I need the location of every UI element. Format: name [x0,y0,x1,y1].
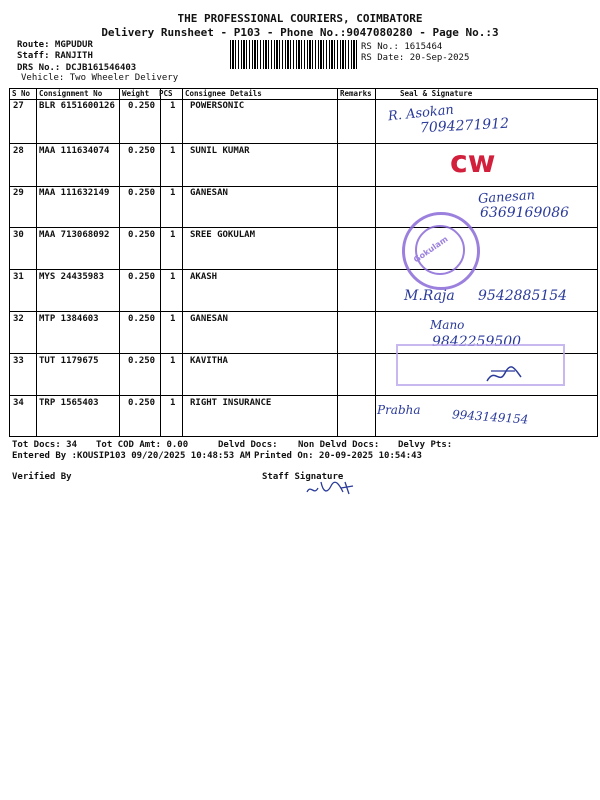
row-sno: 30 [13,230,24,240]
row-consignee: SUNIL KUMAR [190,146,250,156]
row-consignee: GANESAN [190,314,228,324]
signature-r27-name: R. Asokan [387,102,455,125]
row-sno: 29 [13,188,24,198]
entered-by: Entered By :KOUSIP103 09/20/2025 10:48:53 AM [12,451,251,461]
row-weight: 0.250 [128,101,156,111]
total-docs: Tot Docs: 34 [12,440,78,450]
col-consignee: Consignee Details [185,89,262,98]
row-weight: 0.250 [128,356,156,366]
row-consignee: POWERSONIC [190,101,245,111]
col-weight: Weight [122,89,150,98]
row-sno: 33 [13,356,24,366]
company-title: THE PROFESSIONAL COURIERS, COIMBATORE [177,12,423,25]
row-consignee: KAVITHA [190,356,228,366]
row-pcs: 1 [170,314,176,324]
row-weight: 0.250 [128,230,156,240]
row-consignment: MAA 111634074 [39,146,110,156]
rs-number: RS No.: 1615464 [361,42,443,52]
row-consignee: GANESAN [190,188,228,198]
row-consignee: RIGHT INSURANCE [190,398,272,408]
row-sno: 34 [13,398,24,408]
vehicle: Vehicle: Two Wheeler Delivery [21,73,179,83]
rectangular-stamp [396,344,565,386]
signature-r33-scribble [485,365,525,387]
row-sno: 31 [13,272,24,282]
row-consignee: AKASH [190,272,218,282]
printed-on: Printed On: 20-09-2025 10:54:43 [254,451,422,461]
col-remarks: Remarks [340,89,372,98]
staff-signature-scribble [305,478,355,500]
runsheet-subtitle: Delivery Runsheet - P103 - Phone No.:9047080280 - Page No.:3 [101,26,499,39]
col-pcs: PCS [159,89,173,98]
row-consignment: TUT 1179675 [39,356,99,366]
non-delivered-docs: Non Delvd Docs: [298,440,380,450]
row-consignment: MTP 1384603 [39,314,99,324]
col-consignment: Consignment No [39,89,103,98]
signature-r32-phone: 9842259500 [432,334,522,350]
row-consignment: MAA 713068092 [39,230,110,240]
stamp-text: Gokulam [411,234,450,265]
row-consignee: SREE GOKULAM [190,230,256,240]
signature-r31-phone: 9542885154 [478,288,568,304]
col-seal-signature: Seal & Signature [400,89,473,98]
delivered-docs: Delvd Docs: [218,440,278,450]
signature-r29-phone: 6369169086 [480,205,570,221]
staff-signature-label: Staff Signature [262,472,344,482]
row-consignment: MYS 24435983 [39,272,105,282]
row-weight: 0.250 [128,314,156,324]
barcode [230,40,357,69]
signature-r29-name: Ganesan [477,188,536,207]
row-weight: 0.250 [128,188,156,198]
signature-r32-name: Mano [430,318,465,332]
row-consignment: MAA 111632149 [39,188,110,198]
row-consignment: BLR 6151600126 [39,101,115,111]
row-pcs: 1 [170,101,176,111]
row-pcs: 1 [170,272,176,282]
row-weight: 0.250 [128,146,156,156]
company-seal [402,212,480,290]
row-pcs: 1 [170,356,176,366]
row-sno: 32 [13,314,24,324]
staff: Staff: RANJITH [17,51,93,61]
signature-r34-name: Prabha [377,403,421,417]
route: Route: MGPUDUR [17,40,93,50]
signature-r31-name: M.Raja [404,288,455,304]
rs-date: RS Date: 20-Sep-2025 [361,53,470,63]
row-weight: 0.250 [128,272,156,282]
row-pcs: 1 [170,188,176,198]
row-sno: 27 [13,101,24,111]
row-weight: 0.250 [128,398,156,408]
total-cod: Tot COD Amt: 0.00 [96,440,189,450]
row-sno: 28 [13,146,24,156]
delivery-points: Delvy Pts: [398,440,453,450]
signature-r34-phone: 9943149154 [451,407,529,427]
signature-r27-phone: 7094271912 [419,115,510,137]
cw-mark: cw [450,145,496,180]
drs-number: DRS No.: DCJB161546403 [17,63,137,73]
verified-by: Verified By [12,472,72,482]
row-pcs: 1 [170,146,176,156]
col-sno: S No [12,89,31,98]
row-pcs: 1 [170,398,176,408]
row-pcs: 1 [170,230,176,240]
row-consignment: TRP 1565403 [39,398,99,408]
